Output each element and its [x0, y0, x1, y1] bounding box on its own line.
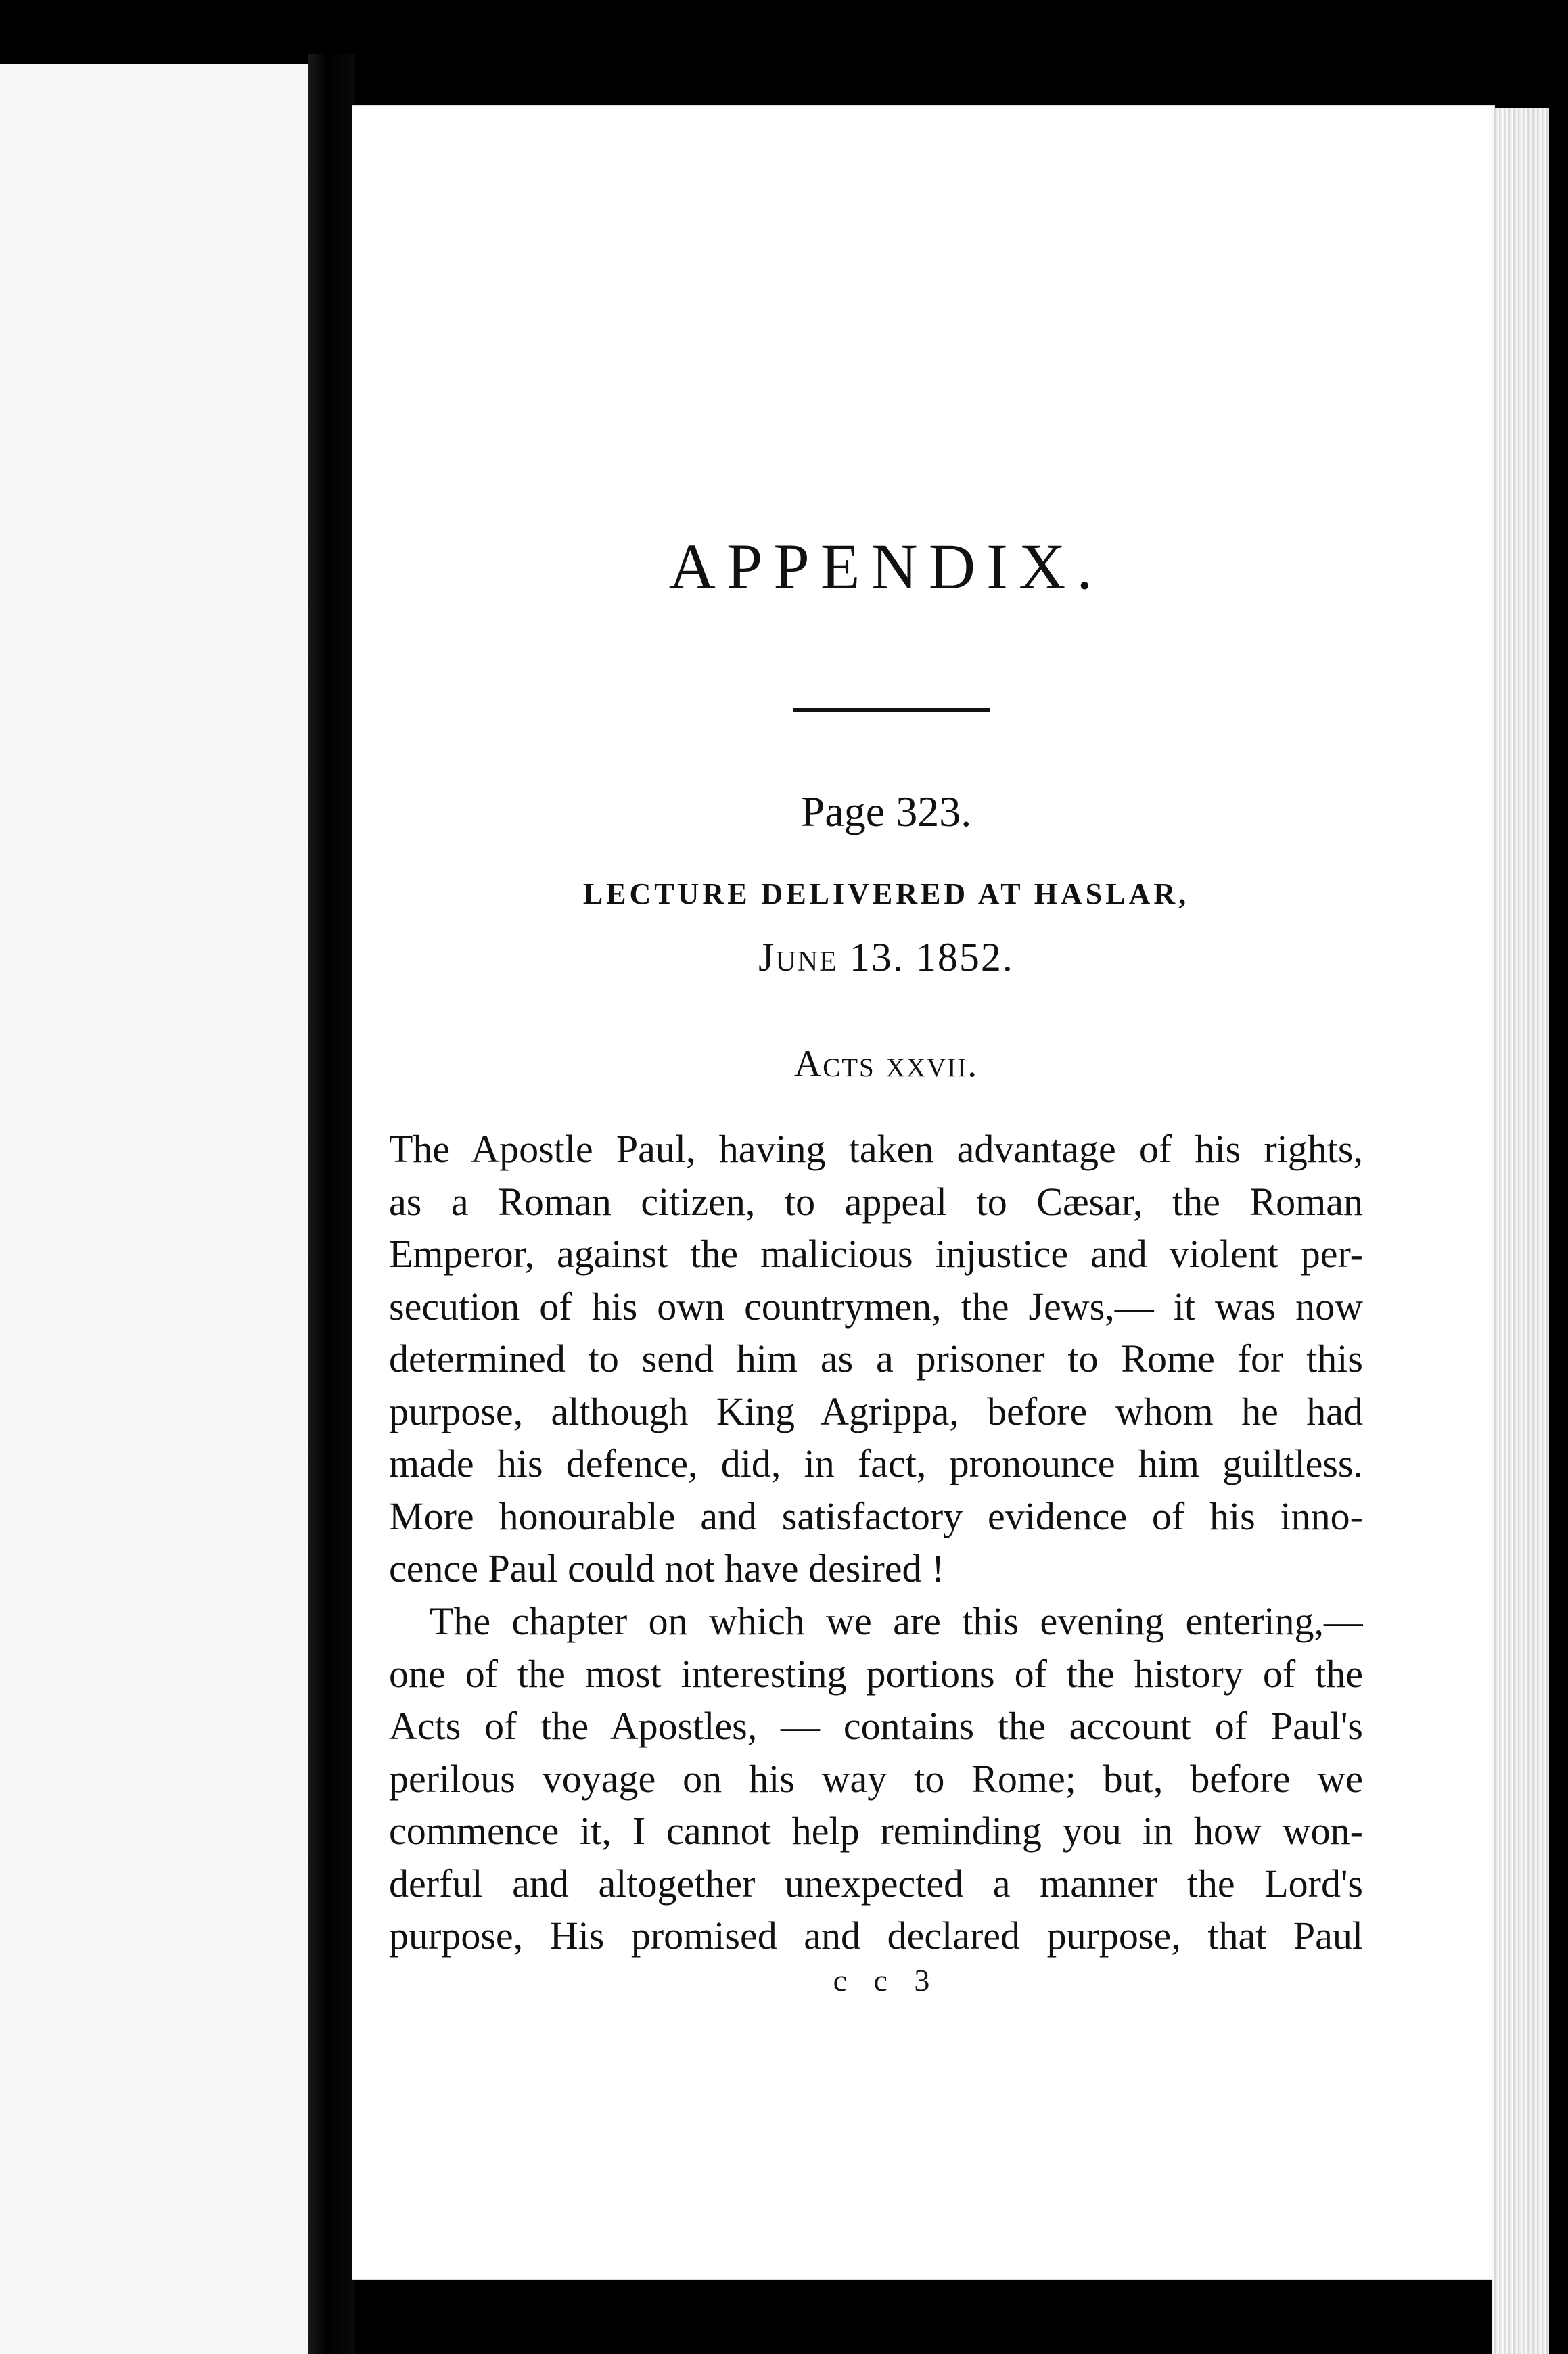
- text-line: as a Roman citizen, to appeal to Cæsar, the Roman: [389, 1179, 1363, 1224]
- signature-mark: c c 3: [833, 1963, 940, 1998]
- appendix-title: APPENDIX.: [668, 530, 1104, 603]
- scripture-reference: Acts xxvii.: [793, 1043, 979, 1085]
- page-reference: Page 323.: [800, 787, 972, 835]
- text-line: derful and altogether unexpected a manner the Lord's: [389, 1861, 1363, 1906]
- facing-page-edge: [0, 64, 308, 2354]
- page-fore-edge: [1492, 108, 1549, 2354]
- lecture-date: June 13. 1852.: [758, 935, 1014, 979]
- text-line: The chapter on which we are this evening entering,—: [430, 1599, 1363, 1643]
- text-line: made his defence, did, in fact, pronounce him guiltless.: [389, 1441, 1363, 1485]
- text-line: secution of his own countrymen, the Jews,— it was now: [389, 1284, 1363, 1329]
- text-line: purpose, His promised and declared purpose, that Paul: [389, 1914, 1363, 1958]
- text-line: The Apostle Paul, having taken advantage of his rights,: [389, 1127, 1363, 1171]
- text-line: More honourable and satisfactory evidence of his inno-: [389, 1494, 1363, 1538]
- text-line: determined to send him as a prisoner to Rome for this: [389, 1337, 1363, 1381]
- text-line: perilous voyage on his way to Rome; but, before we: [389, 1756, 1363, 1801]
- paragraph-2: [389, 1595, 1363, 1962]
- text-line: cence Paul could not have desired !: [389, 1546, 945, 1590]
- book-gutter: [308, 54, 355, 2354]
- lecture-heading: LECTURE DELIVERED AT HASLAR,: [582, 877, 1190, 910]
- text-line: commence it, I cannot help reminding you in how won-: [389, 1809, 1363, 1853]
- text-line: one of the most interesting portions of the history of the: [389, 1651, 1363, 1696]
- title-rule: [793, 708, 990, 712]
- text-line: Emperor, against the malicious injustice and violent per-: [389, 1232, 1363, 1276]
- text-line: Acts of the Apostles, — contains the account of Paul's: [389, 1704, 1363, 1748]
- paragraph-1: [389, 1123, 1363, 1595]
- text-line: purpose, although King Agrippa, before whom he had: [389, 1389, 1363, 1433]
